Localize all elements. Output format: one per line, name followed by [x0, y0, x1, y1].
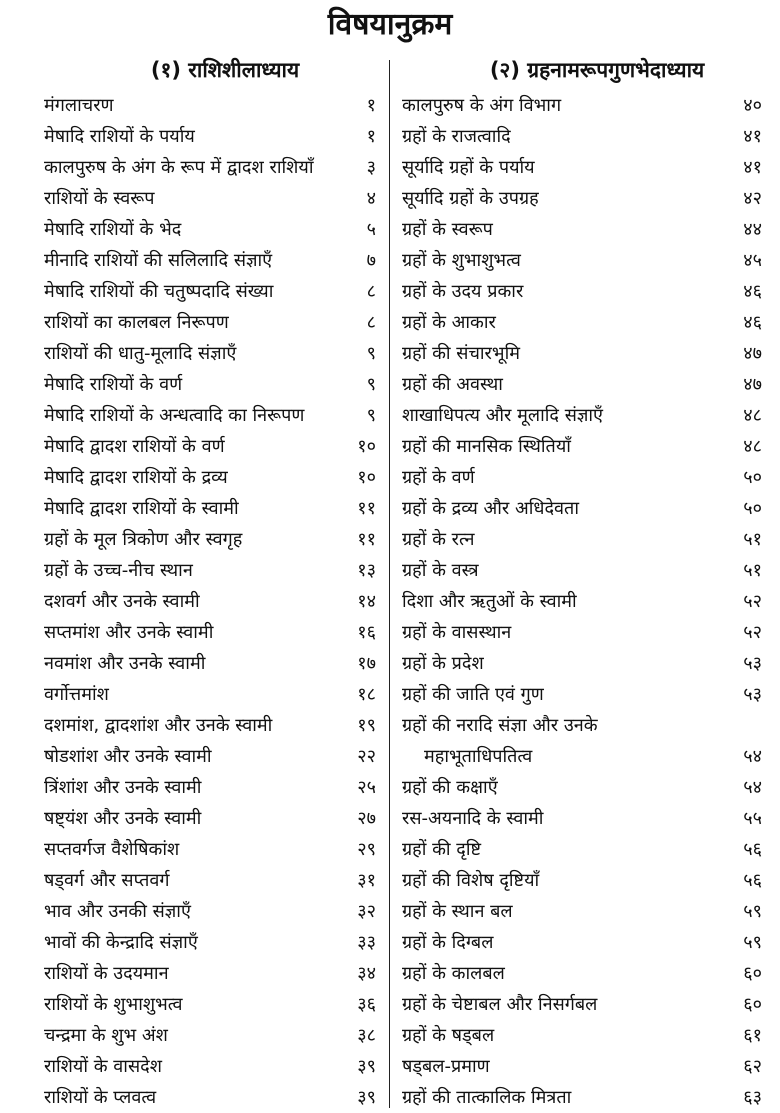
toc-entry: [44, 896, 376, 927]
toc-entry: [402, 834, 762, 865]
toc-entry-title: ग्रहों के चेष्टाबल और निसर्गबल: [402, 994, 598, 1015]
toc-entry-title: ग्रहों की कक्षाएँ: [402, 777, 498, 798]
toc-entry-page: ५: [366, 219, 376, 240]
toc-entry: [402, 927, 762, 958]
toc-entry-title: मेषादि राशियों के अन्धत्वादि का निरूपण: [44, 405, 305, 426]
toc-entry: [44, 431, 376, 462]
toc-entry: [402, 152, 762, 183]
toc-entry: [402, 989, 762, 1020]
toc-entry-title: ग्रहों के रत्न: [402, 529, 475, 550]
toc-entry-page: ४: [366, 188, 376, 209]
toc-entry-page: ३१: [357, 870, 376, 891]
toc-entry-title: ग्रहों के वासस्थान: [402, 622, 512, 643]
toc-entry-title: ग्रहों के आकार: [402, 312, 496, 333]
toc-entry: [44, 586, 376, 617]
toc-entry-title: ग्रहों के राजत्वादि: [402, 126, 511, 147]
toc-entry-title: त्रिंशांश और उनके स्वामी: [44, 777, 202, 798]
toc-entry: [44, 121, 376, 152]
toc-entry-page: ३९: [357, 1056, 376, 1077]
toc-entry-title: शाखाधिपत्य और मूलादि संज्ञाएँ: [402, 405, 604, 426]
toc-entry-page: ३८: [357, 1025, 376, 1046]
toc-entry-page: ४२: [743, 188, 762, 209]
toc-entry-page: ५१: [743, 529, 762, 550]
toc-entry-title: ग्रहों के वर्ण: [402, 467, 475, 488]
toc-list: [44, 90, 376, 1113]
toc-entry-page: ९: [366, 343, 376, 364]
toc-entry-title: मेषादि राशियों की चतुष्पदादि संख्या: [44, 281, 274, 302]
toc-entry-page: ५२: [743, 622, 762, 643]
toc-entry: [402, 214, 762, 245]
toc-entry-title: दशवर्ग और उनके स्वामी: [44, 591, 200, 612]
toc-entry-page: ६१: [743, 1025, 762, 1046]
chapter-heading: (१) राशिशीलाध्याय: [150, 58, 300, 82]
toc-entry: [402, 617, 762, 648]
toc-entry: [44, 183, 376, 214]
toc-entry-title: सप्तमांश और उनके स्वामी: [44, 622, 214, 643]
toc-entry-title: कालपुरुष के अंग विभाग: [402, 95, 562, 116]
column-divider: [389, 60, 390, 1108]
toc-entry: [402, 555, 762, 586]
toc-entry-page: ५५: [743, 808, 762, 829]
toc-entry: [44, 245, 376, 276]
page-title: विषयानुक्रम: [327, 7, 453, 42]
toc-entry-title: दिशा और ऋतुओं के स्वामी: [402, 591, 577, 612]
toc-entry: [44, 462, 376, 493]
toc-entry-title: दशमांश, द्वादशांश और उनके स्वामी: [44, 715, 273, 736]
toc-entry: [402, 462, 762, 493]
toc-entry-title: ग्रहों के स्वरूप: [402, 219, 493, 240]
toc-entry-page: ६०: [743, 994, 762, 1015]
toc-entry-page: १०: [357, 436, 376, 457]
toc-entry: [402, 90, 762, 121]
toc-entry-title: चन्द्रमा के शुभ अंश: [44, 1025, 168, 1046]
toc-entry-title: मेषादि द्वादश राशियों के द्रव्य: [44, 467, 228, 488]
toc-entry: [402, 710, 762, 741]
toc-entry-title: मेषादि राशियों के पर्याय: [44, 126, 195, 147]
toc-entry: [44, 214, 376, 245]
toc-entry-page: ६०: [743, 963, 762, 984]
toc-entry-title: सप्तवर्गज वैशेषिकांश: [44, 839, 180, 860]
toc-entry-page: ४४: [743, 219, 762, 240]
toc-entry-title: भाव और उनकी संज्ञाएँ: [44, 901, 191, 922]
toc-entry-title: षोडशांश और उनके स्वामी: [44, 746, 212, 767]
chapter-heading: (२) ग्रहनामरूपगुणभेदाध्याय: [489, 58, 705, 82]
toc-entry: [402, 865, 762, 896]
toc-entry: [44, 1020, 376, 1051]
toc-entry: [402, 586, 762, 617]
toc-entry: [44, 152, 376, 183]
toc-entry: [402, 121, 762, 152]
toc-entry: [44, 803, 376, 834]
toc-entry: [402, 245, 762, 276]
toc-entry-title: ग्रहों की जाति एवं गुण: [402, 684, 544, 705]
toc-entry-title: ग्रहों के दिग्बल: [402, 932, 494, 953]
toc-entry-title: ग्रहों के कालबल: [402, 963, 505, 984]
toc-entry: [44, 400, 376, 431]
toc-entry-page: ५३: [743, 653, 762, 674]
toc-entry-page: ५६: [743, 870, 762, 891]
toc-entry-title: राशियों के प्लवत्व: [44, 1087, 157, 1108]
toc-entry-title: षड्बल-प्रमाण: [402, 1056, 490, 1077]
toc-entry: [402, 183, 762, 214]
toc-entry-page: ५१: [743, 560, 762, 581]
toc-entry: [44, 772, 376, 803]
toc-entry-title: ग्रहों की नरादि संज्ञा और उनके: [402, 715, 598, 736]
toc-entry: [44, 338, 376, 369]
toc-entry-title: ग्रहों के स्थान बल: [402, 901, 513, 922]
toc-entry-page: १७: [357, 653, 376, 674]
toc-entry: [402, 431, 762, 462]
toc-entry: [402, 741, 762, 772]
toc-entry-title: ग्रहों के द्रव्य और अधिदेवता: [402, 498, 579, 519]
toc-entry-title: मेषादि राशियों के वर्ण: [44, 374, 183, 395]
toc-entry-page: ५६: [743, 839, 762, 860]
toc-entry: [44, 524, 376, 555]
toc-entry-page: ४६: [743, 281, 762, 302]
toc-entry-page: ३३: [357, 932, 376, 953]
toc-entry-page: ९: [366, 374, 376, 395]
toc-entry-title: राशियों के वासदेश: [44, 1056, 162, 1077]
toc-entry-page: ४८: [743, 436, 762, 457]
toc-entry-page: ६३: [743, 1087, 762, 1108]
toc-entry-title: ग्रहों की विशेष दृष्टियाँ: [402, 870, 540, 891]
toc-entry-title: राशियों के शुभाशुभत्व: [44, 994, 183, 1015]
toc-entry: [402, 1082, 762, 1113]
toc-list: [402, 90, 762, 1113]
toc-entry-title: ग्रहों के उच्च-नीच स्थान: [44, 560, 193, 581]
toc-entry-title: ग्रहों की अवस्था: [402, 374, 503, 395]
toc-entry: [44, 493, 376, 524]
toc-entry-title: ग्रहों के वस्त्र: [402, 560, 479, 581]
toc-entry: [44, 307, 376, 338]
toc-entry: [402, 524, 762, 555]
toc-entry-page: १८: [357, 684, 376, 705]
toc-entry-title: षड्वर्ग और सप्तवर्ग: [44, 870, 170, 891]
toc-entry: [402, 276, 762, 307]
toc-entry: [44, 1051, 376, 1082]
toc-entry-page: ४५: [743, 250, 762, 271]
toc-entry: [402, 369, 762, 400]
toc-entry-page: ५०: [743, 498, 762, 519]
toc-entry: [44, 1082, 376, 1113]
toc-entry-title: ग्रहों के षड्बल: [402, 1025, 495, 1046]
toc-entry: [402, 772, 762, 803]
toc-entry-page: २५: [357, 777, 376, 798]
toc-entry: [44, 276, 376, 307]
toc-entry: [44, 555, 376, 586]
toc-entry-page: ७: [366, 250, 376, 271]
toc-entry: [402, 958, 762, 989]
toc-entry-title: भावों की केन्द्रादि संज्ञाएँ: [44, 932, 198, 953]
toc-entry-page: ८: [366, 281, 376, 302]
toc-entry-page: ५०: [743, 467, 762, 488]
toc-entry: [402, 1051, 762, 1082]
toc-entry: [44, 710, 376, 741]
toc-entry-page: ३४: [357, 963, 376, 984]
toc-entry-page: ५४: [743, 746, 762, 767]
toc-entry: [44, 617, 376, 648]
toc-entry: [402, 648, 762, 679]
toc-entry: [44, 927, 376, 958]
toc-entry-title: ग्रहों की मानसिक स्थितियाँ: [402, 436, 571, 457]
toc-entry-page: ५९: [743, 901, 762, 922]
toc-entry-page: १९: [357, 715, 376, 736]
chapter-2-column: [402, 52, 762, 1113]
toc-entry: [44, 648, 376, 679]
toc-entry-page: ५४: [743, 777, 762, 798]
toc-entry-title: कालपुरुष के अंग के रूप में द्वादश राशियाँ: [44, 157, 314, 178]
toc-entry: [402, 493, 762, 524]
toc-entry-page: ४१: [743, 126, 762, 147]
toc-entry: [44, 90, 376, 121]
toc-entry-title: राशियों के स्वरूप: [44, 188, 155, 209]
toc-entry-page: ४०: [743, 95, 762, 116]
toc-entry-title: ग्रहों की तात्कालिक मित्रता: [402, 1087, 572, 1108]
toc-entry-page: ५३: [743, 684, 762, 705]
toc-entry-page: १०: [357, 467, 376, 488]
toc-entry: [44, 741, 376, 772]
toc-entry-page: ११: [357, 529, 376, 550]
toc-entry-title: रस-अयनादि के स्वामी: [402, 808, 544, 829]
toc-entry: [44, 679, 376, 710]
chapter-1-column: [44, 52, 376, 1113]
toc-entry-title: मेषादि द्वादश राशियों के वर्ण: [44, 436, 225, 457]
toc-entry-title: राशियों का कालबल निरूपण: [44, 312, 229, 333]
toc-entry-page: ५९: [743, 932, 762, 953]
toc-entry-title: महाभूताधिपतित्व: [424, 746, 533, 767]
toc-entry-page: १: [366, 126, 376, 147]
toc-entry-page: ३६: [357, 994, 376, 1015]
toc-entry-page: ३९: [357, 1087, 376, 1108]
toc-entry: [44, 958, 376, 989]
toc-entry-page: १६: [357, 622, 376, 643]
toc-entry-page: ३२: [357, 901, 376, 922]
toc-entry-page: ४८: [743, 405, 762, 426]
toc-entry-title: ग्रहों के शुभाशुभत्व: [402, 250, 521, 271]
toc-entry-title: ग्रहों के उदय प्रकार: [402, 281, 524, 302]
toc-entry: [44, 865, 376, 896]
toc-entry-title: ग्रहों के प्रदेश: [402, 653, 484, 674]
toc-entry-page: ९: [366, 405, 376, 426]
toc-entry-page: ४७: [743, 374, 762, 395]
toc-entry-title: मेषादि राशियों के भेद: [44, 219, 182, 240]
toc-entry-page: १: [366, 95, 376, 116]
toc-entry: [402, 400, 762, 431]
toc-entry-page: ५२: [743, 591, 762, 612]
toc-entry: [402, 307, 762, 338]
toc-entry: [402, 803, 762, 834]
toc-entry-title: वर्गोत्तमांश: [44, 684, 109, 705]
toc-entry-page: ४६: [743, 312, 762, 333]
toc-entry: [402, 896, 762, 927]
toc-entry-title: मीनादि राशियों की सलिलादि संज्ञाएँ: [44, 250, 273, 271]
toc-entry-page: ४७: [743, 343, 762, 364]
toc-entry-title: ग्रहों की दृष्टि: [402, 839, 482, 860]
toc-entry: [44, 369, 376, 400]
toc-entry-page: २२: [357, 746, 376, 767]
toc-entry-page: [732, 710, 762, 741]
toc-entry-page: १४: [357, 591, 376, 612]
toc-entry: [402, 679, 762, 710]
toc-entry-title: ग्रहों के मूल त्रिकोण और स्वगृह: [44, 529, 243, 550]
toc-entry-title: मेषादि द्वादश राशियों के स्वामी: [44, 498, 239, 519]
toc-entry-title: ग्रहों की संचारभूमि: [402, 343, 521, 364]
toc-entry-title: सूर्यादि ग्रहों के उपग्रह: [402, 188, 539, 209]
toc-entry-page: ४१: [743, 157, 762, 178]
toc-entry-page: ११: [357, 498, 376, 519]
toc-entry-page: २७: [357, 808, 376, 829]
toc-entry-page: ८: [366, 312, 376, 333]
toc-entry: [44, 834, 376, 865]
toc-entry-title: मंगलाचरण: [44, 95, 114, 116]
toc-entry: [44, 989, 376, 1020]
toc-entry-title: राशियों के उदयमान: [44, 963, 169, 984]
toc-entry-title: षष्ट्यंश और उनके स्वामी: [44, 808, 202, 829]
toc-entry-page: २९: [357, 839, 376, 860]
toc-entry-page: ६२: [743, 1056, 762, 1077]
toc-entry-title: नवमांश और उनके स्वामी: [44, 653, 206, 674]
toc-entry: [402, 1020, 762, 1051]
toc-entry-title: सूर्यादि ग्रहों के पर्याय: [402, 157, 535, 178]
toc-entry-title: राशियों की धातु-मूलादि संज्ञाएँ: [44, 343, 237, 364]
toc-entry-page: ३: [366, 157, 376, 178]
toc-entry-page: १३: [357, 560, 376, 581]
toc-entry: [402, 338, 762, 369]
